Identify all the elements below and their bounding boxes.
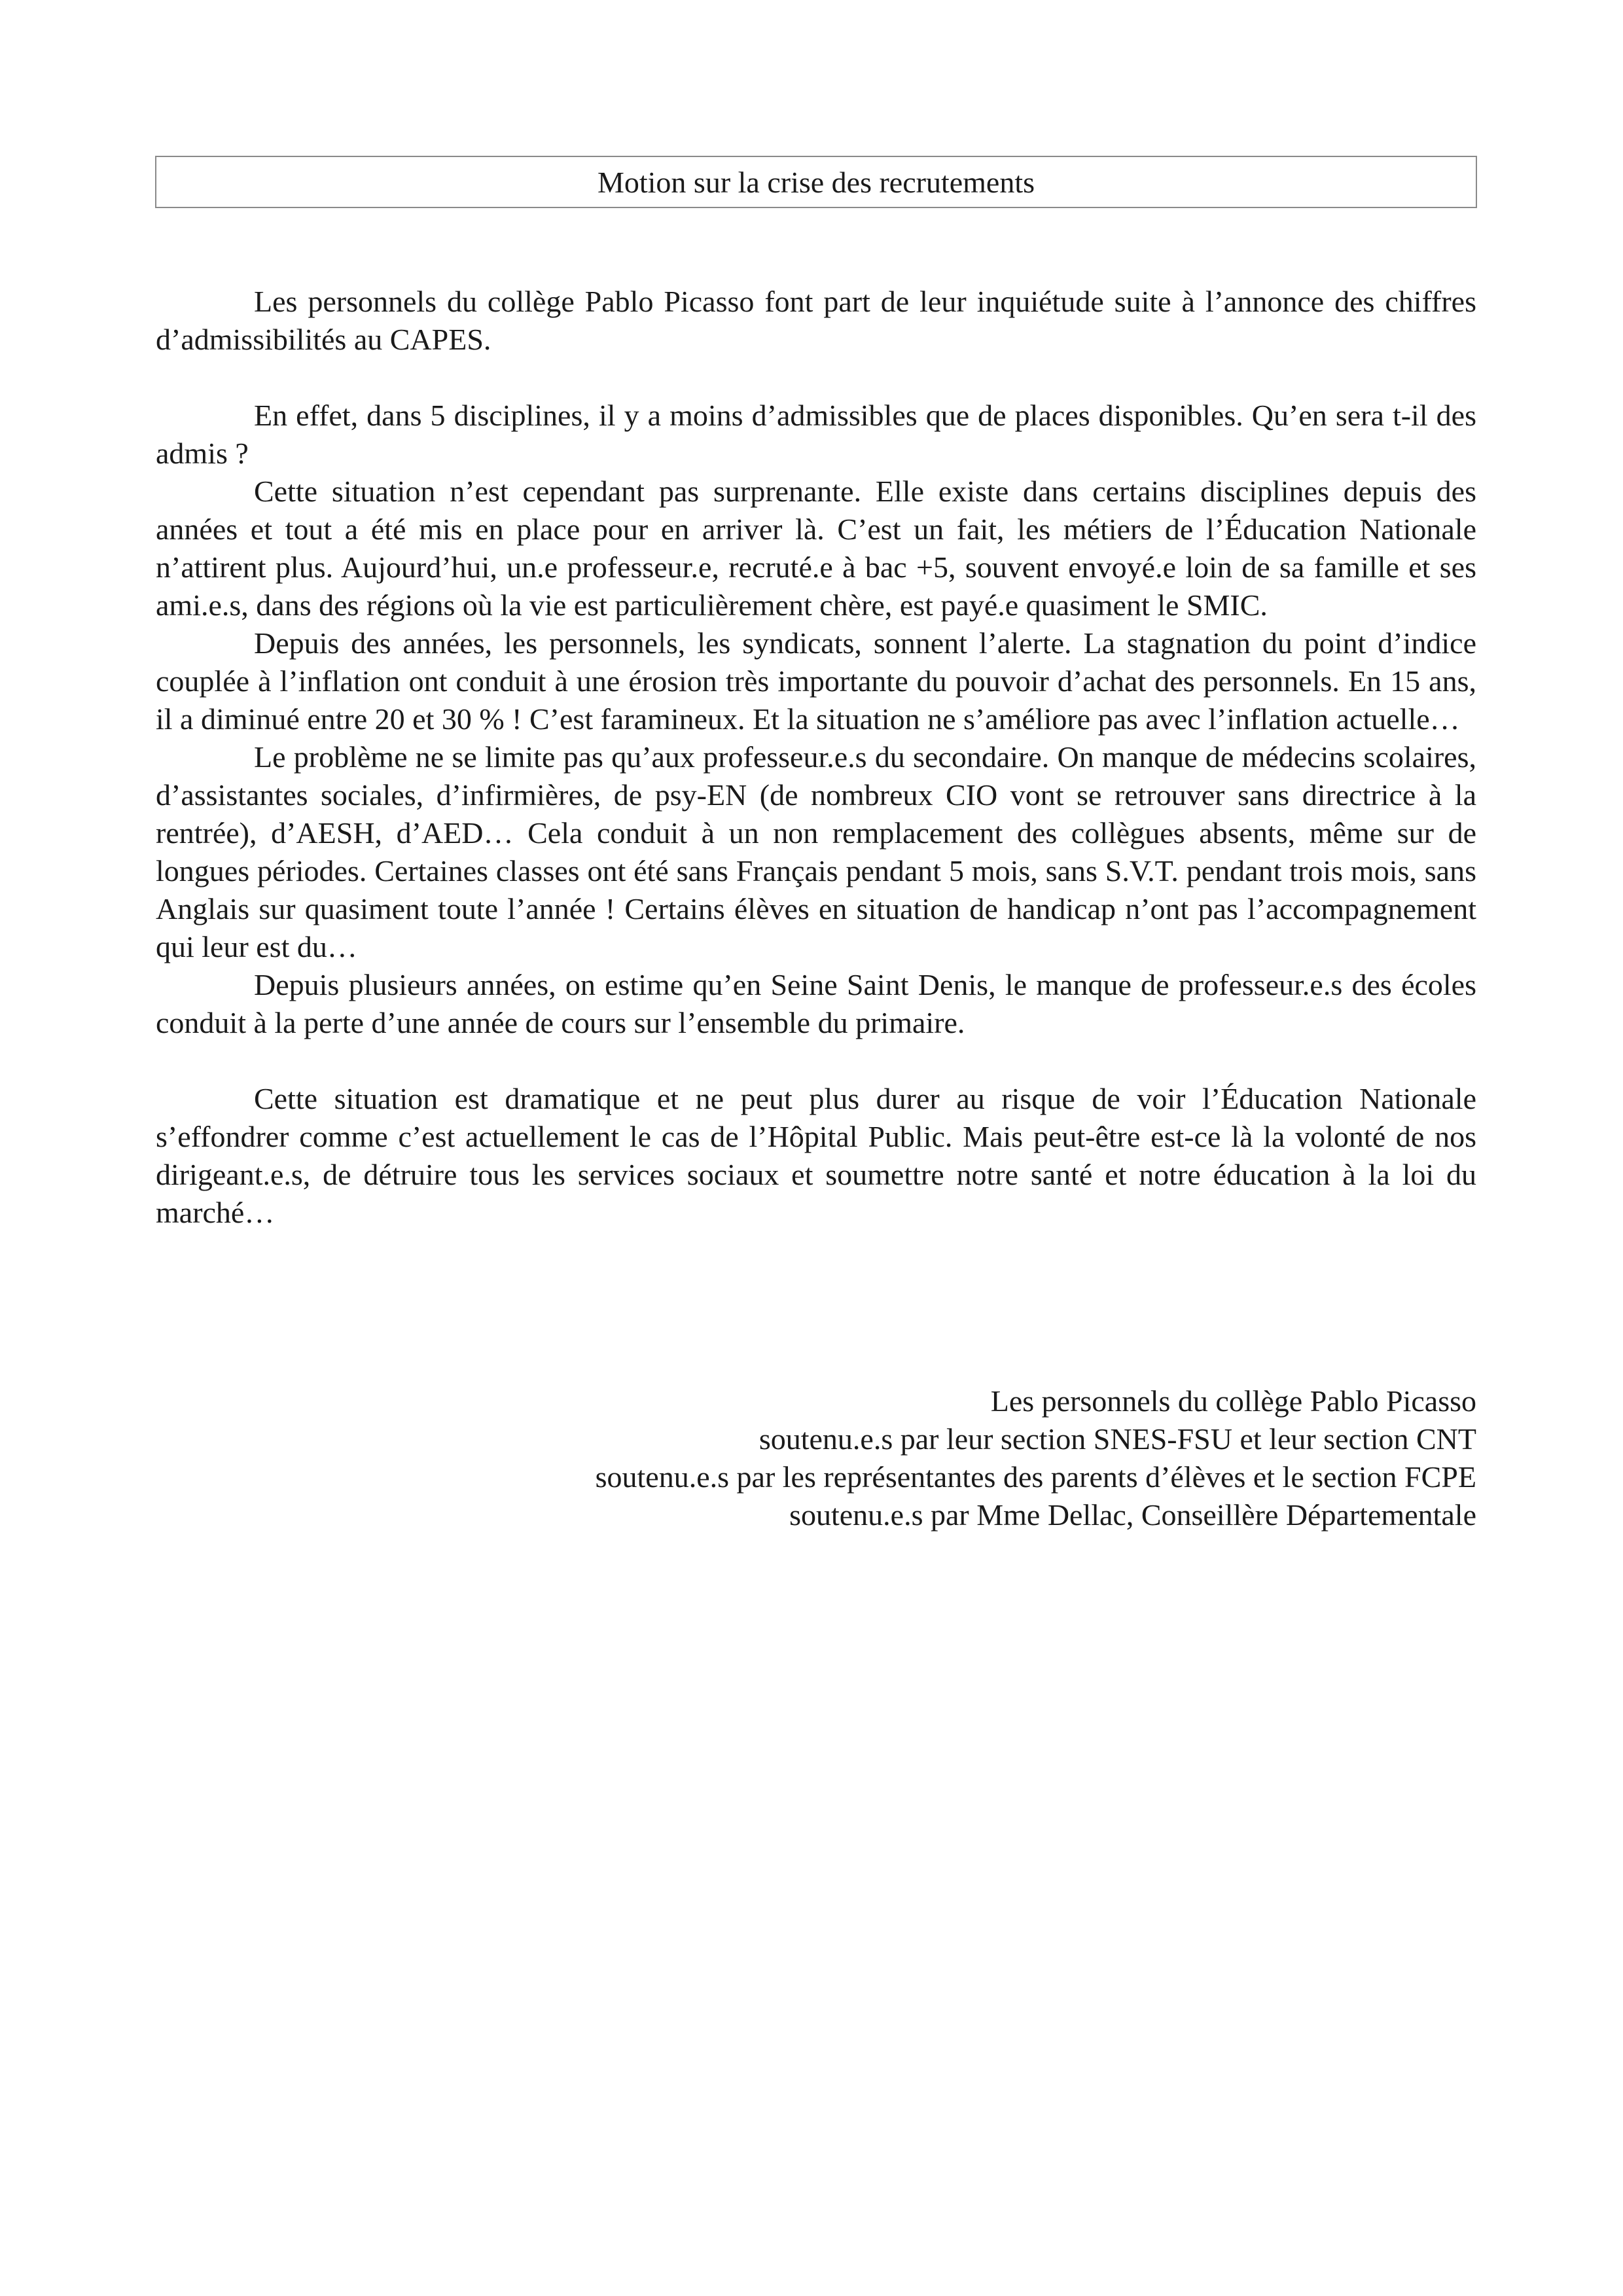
paragraph-pouvoir-achat: Depuis des années, les personnels, les syndicats, sonnent l’alerte. La stagnation du point d’indice couplée à l’inflation ont conduit à une érosion très importante du pouvoir d’achat des personnels. En 15 ans, il a diminué entre 20 et 30 % ! C’est faramineux. Et la situation ne s’améliore pas avec l’inflation actuelle… xyxy=(156,626,1476,736)
paragraph-admissibles: En effet, dans 5 disciplines, il y a moins d’admissibles que de places disponibles. Qu’en sera t-il des admis ? xyxy=(156,399,1476,470)
signature-line: soutenu.e.s par leur section SNES-FSU et leur section CNT xyxy=(758,1422,1476,1456)
signature-block xyxy=(156,1382,1476,1534)
paragraph-seine-saint-denis: Depuis plusieurs années, on estime qu’en Seine Saint Denis, le manque de professeur.e.s des écoles conduit à la perte d’une année de cours sur l’ensemble du primaire. xyxy=(156,968,1476,1039)
paragraph-conclusion: Cette situation est dramatique et ne peut plus durer au risque de voir l’Éducation Nationale s’effondrer comme c’est actuellement le cas de l’Hôpital Public. Mais peut-être est-ce là la volonté de nos dirigeant.e.s, de détruire tous les services sociaux et soumettre notre santé et notre éducation à la loi du marché… xyxy=(156,1082,1476,1229)
document-body xyxy=(156,283,1476,1232)
signature-line: Les personnels du collège Pablo Picasso xyxy=(990,1384,1476,1418)
paragraph-intro: Les personnels du collège Pablo Picasso font part de leur inquiétude suite à l’annonce des chiffres d’admissibilités au CAPES. xyxy=(156,285,1476,356)
document-title-text: Motion sur la crise des recrutements xyxy=(597,165,1035,199)
paragraph-situation: Cette situation n’est cependant pas surprenante. Elle existe dans certains disciplines depuis des années et tout a été mis en place pour en arriver là. C’est un fait, les métiers de l’Éducation Nationale n’attirent plus. Aujourd’hui, un.e professeur.e, recruté.e à bac +5, souvent envoyé.e loin de sa famille et ses ami.e.s, dans des régions où la vie est particulièrement chère, est payé.e quasiment le SMIC. xyxy=(156,475,1476,622)
document-title xyxy=(155,156,1477,208)
signature-line: soutenu.e.s par Mme Dellac, Conseillère Départementale xyxy=(789,1498,1476,1532)
paragraph-manque-personnels: Le problème ne se limite pas qu’aux professeur.e.s du secondaire. On manque de médecins scolaires, d’assistantes sociales, d’infirmières, de psy-EN (de nombreux CIO vont se retrouver sans directrice à la rentrée), d’AESH, d’AED… Cela conduit à un non remplacement des collègues absents, même sur de longues périodes. Certaines classes ont été sans Français pendant 5 mois, sans S.V.T. pendant trois mois, sans Anglais sur quasiment toute l’année ! Certains élèves en situation de handicap n’ont pas l’accompagnement qui leur est du… xyxy=(156,740,1476,963)
signature-line: soutenu.e.s par les représentantes des parents d’élèves et le section FCPE xyxy=(595,1460,1476,1494)
